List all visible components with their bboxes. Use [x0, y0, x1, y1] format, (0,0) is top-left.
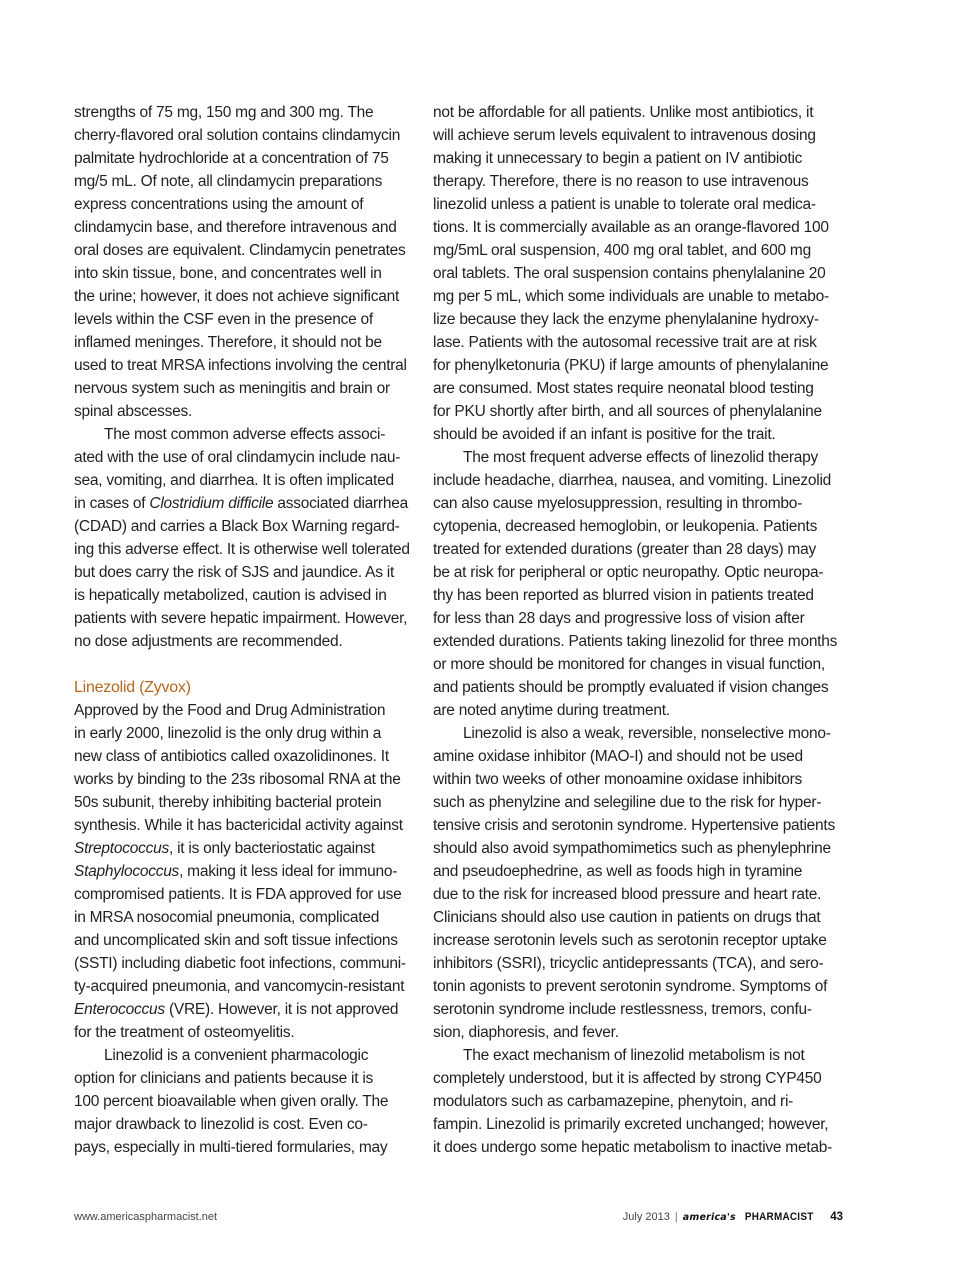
text-line: The most common adverse effects associ-	[104, 426, 386, 443]
text-line: completely understood, but it is affected by strong CYP450	[433, 1070, 822, 1087]
text-line: clindamycin base, and therefore intravenous and	[74, 219, 397, 236]
text-line: new class of antibiotics called oxazolidinones. It	[74, 748, 389, 765]
text-line: amine oxidase inhibitor (MAO-I) and should not be used	[433, 748, 803, 765]
text-line: used to treat MRSA infections involving the central	[74, 357, 407, 374]
paragraph-metabolism	[433, 1044, 845, 1159]
text-line: increase serotonin levels such as serotonin receptor uptake	[433, 932, 827, 949]
text-line: strengths of 75 mg, 150 mg and 300 mg. The	[74, 104, 374, 121]
text-line: and pseudoephedrine, as well as foods high in tyramine	[433, 863, 803, 880]
footer-separator: |	[674, 1211, 678, 1223]
text-line: are noted anytime during treatment.	[433, 702, 670, 719]
text-line: nervous system such as meningitis and brain or	[74, 380, 390, 397]
text-line: ated with the use of oral clindamycin include nau-	[74, 449, 401, 466]
text-line: mg/5mL oral suspension, 400 mg oral tablet, and 600 mg	[433, 242, 811, 259]
text-line: Approved by the Food and Drug Administration	[74, 702, 386, 719]
text-line: can also cause myelosuppression, resulting in thrombo-	[433, 495, 803, 512]
text-line: include headache, diarrhea, nausea, and vomiting. Linezolid	[433, 472, 832, 489]
text-line: the urine; however, it does not achieve significant	[74, 288, 400, 305]
text-run: (VRE). However, it is not approved	[164, 1001, 399, 1018]
text-line: cytopenia, decreased hemoglobin, or leukopenia. Patients	[433, 518, 818, 535]
text-line: but does carry the risk of SJS and jaundice. As it	[74, 564, 395, 581]
text-line: it does undergo some hepatic metabolism to inactive metab-	[433, 1139, 833, 1156]
footer-issue-info	[623, 1211, 843, 1223]
paragraph-affordability	[433, 101, 845, 446]
text-line: sea, vomiting, and diarrhea. It is often implicated	[74, 472, 394, 489]
text-line: ty-acquired pneumonia, and vancomycin-resistant	[74, 978, 405, 995]
text-line: express concentrations using the amount of	[74, 196, 364, 213]
text-line: linezolid unless a patient is unable to tolerate oral medica-	[433, 196, 816, 213]
text-line: oral doses are equivalent. Clindamycin penetrates	[74, 242, 406, 259]
text-line: pays, especially in multi-tiered formularies, may	[74, 1139, 388, 1156]
left-column	[74, 101, 414, 1159]
text-line: mg per 5 mL, which some individuals are unable to metabo-	[433, 288, 829, 305]
italic-organism: Enterococcus	[74, 1001, 165, 1018]
text-line: will achieve serum levels equivalent to intravenous dosing	[433, 127, 816, 144]
right-column	[433, 101, 845, 1159]
text-line: or more should be monitored for changes in visual function,	[433, 656, 825, 673]
text-line: cherry-flavored oral solution contains clindamycin	[74, 127, 401, 144]
text-line: The most frequent adverse effects of linezolid therapy	[463, 449, 818, 466]
paragraph-adverse-effects-clindamycin	[74, 423, 414, 653]
text-line: for phenylketonuria (PKU) if large amounts of phenylalanine	[433, 357, 829, 374]
text-line: tions. It is commercially available as an orange-flavored 100	[433, 219, 829, 236]
text-line: inflamed meninges. Therefore, it should not be	[74, 334, 382, 351]
text-line: palmitate hydrochloride at a concentration of 75	[74, 150, 389, 167]
text-line: should also avoid sympathomimetics such as phenylephrine	[433, 840, 831, 857]
text-line: ing this adverse effect. It is otherwise well tolerated	[74, 541, 410, 558]
text-line	[74, 837, 414, 860]
brand-logo-big: PHARMACIST	[744, 1211, 814, 1223]
text-run: in cases of	[74, 495, 150, 512]
brand-logo-small: america's	[682, 1211, 736, 1223]
paragraph-mao-inhibitor	[433, 722, 845, 1044]
footer-date: July 2013	[622, 1211, 670, 1223]
text-line: is hepatically metabolized, caution is advised in	[74, 587, 387, 604]
text-line: (SSTI) including diabetic foot infections, communi-	[74, 955, 406, 972]
text-line: therapy. Therefore, there is no reason to use intravenous	[433, 173, 809, 190]
footer-website[interactable]: www.americaspharmacist.net	[74, 1211, 218, 1223]
text-line: oral tablets. The oral suspension contains phenylalanine 20	[433, 265, 826, 282]
text-line: not be affordable for all patients. Unlike most antibiotics, it	[433, 104, 814, 121]
text-line	[74, 860, 414, 883]
text-line: compromised patients. It is FDA approved for use	[74, 886, 402, 903]
text-line: such as phenylzine and selegiline due to the risk for hyper-	[433, 794, 822, 811]
text-line: and patients should be promptly evaluated if vision changes	[433, 679, 829, 696]
text-line: major drawback to linezolid is cost. Even co-	[74, 1116, 368, 1133]
paragraph-linezolid-convenience	[74, 1044, 414, 1159]
text-line: for the treatment of osteomyelitis.	[74, 1024, 295, 1041]
text-line: inhibitors (SSRI), tricyclic antidepressants (TCA), and sero-	[433, 955, 824, 972]
italic-organism: Clostridium difficile	[149, 495, 274, 512]
text-line: patients with severe hepatic impairment. However,	[74, 610, 408, 627]
text-line: (CDAD) and carries a Black Box Warning regard-	[74, 518, 400, 535]
paragraph-adverse-effects-linezolid	[433, 446, 845, 722]
text-line: spinal abscesses.	[74, 403, 193, 420]
text-line: Linezolid is also a weak, reversible, nonselective mono-	[463, 725, 831, 742]
text-line: and uncomplicated skin and soft tissue infections	[74, 932, 398, 949]
text-line: for less than 28 days and progressive loss of vision after	[433, 610, 805, 627]
text-line: within two weeks of other monoamine oxidase inhibitors	[433, 771, 803, 788]
text-line: into skin tissue, bone, and concentrates well in	[74, 265, 382, 282]
text-line: 100 percent bioavailable when given orally. The	[74, 1093, 389, 1110]
text-run: , making it less ideal for immuno-	[179, 863, 398, 880]
text-line: The exact mechanism of linezolid metabolism is not	[463, 1047, 805, 1064]
text-line: should be avoided if an infant is positive for the trait.	[433, 426, 776, 443]
text-line: fampin. Linezolid is primarily excreted unchanged; however,	[433, 1116, 829, 1133]
text-line: Linezolid is a convenient pharmacologic	[104, 1047, 369, 1064]
text-line: mg/5 mL. Of note, all clindamycin preparations	[74, 173, 383, 190]
text-line: sion, diaphoresis, and fever.	[433, 1024, 619, 1041]
text-line: treated for extended durations (greater than 28 days) may	[433, 541, 816, 558]
text-line: lase. Patients with the autosomal recessive trait are at risk	[433, 334, 817, 351]
text-line: levels within the CSF even in the presence of	[74, 311, 373, 328]
text-run: , it is only bacteriostatic against	[168, 840, 375, 857]
text-line: Clinicians should also use caution in patients on drugs that	[433, 909, 821, 926]
paragraph-gap	[74, 653, 414, 676]
text-line: thy has been reported as blurred vision in patients treated	[433, 587, 814, 604]
text-line: for PKU shortly after birth, and all sources of phenylalanine	[433, 403, 822, 420]
text-line	[74, 998, 414, 1021]
italic-organism: Staphylococcus	[74, 863, 180, 880]
text-line: due to the risk for increased blood pressure and heart rate.	[433, 886, 822, 903]
text-line: in MRSA nosocomial pneumonia, complicated	[74, 909, 380, 926]
text-line: serotonin syndrome include restlessness, tremors, confu-	[433, 1001, 812, 1018]
text-line: lize because they lack the enzyme phenylalanine hydroxy-	[433, 311, 819, 328]
text-line: in early 2000, linezolid is the only drug within a	[74, 725, 382, 742]
text-run: associated diarrhea	[273, 495, 408, 512]
text-line: 50s subunit, thereby inhibiting bacterial protein	[74, 794, 382, 811]
text-line: synthesis. While it has bactericidal activity against	[74, 817, 403, 834]
section-heading: Linezolid (Zyvox)	[74, 679, 191, 696]
page-number: 43	[830, 1211, 843, 1223]
paragraph-strengths	[74, 101, 414, 423]
italic-organism: Streptococcus	[74, 840, 169, 857]
text-line: making it unnecessary to begin a patient on IV antibiotic	[433, 150, 803, 167]
paragraph-linezolid-approval	[74, 699, 414, 1044]
text-line: are consumed. Most states require neonatal blood testing	[433, 380, 814, 397]
text-line: modulators such as carbamazepine, phenytoin, and ri-	[433, 1093, 794, 1110]
text-line: extended durations. Patients taking linezolid for three months	[433, 633, 838, 650]
text-line: option for clinicians and patients because it is	[74, 1070, 374, 1087]
text-line: tensive crisis and serotonin syndrome. Hypertensive patients	[433, 817, 835, 834]
text-line: be at risk for peripheral or optic neuropathy. Optic neuropa-	[433, 564, 824, 581]
text-line	[74, 492, 414, 515]
text-line: works by binding to the 23s ribosomal RNA at the	[74, 771, 401, 788]
text-line: tonin agonists to prevent serotonin syndrome. Symptoms of	[433, 978, 828, 995]
text-line: no dose adjustments are recommended.	[74, 633, 343, 650]
